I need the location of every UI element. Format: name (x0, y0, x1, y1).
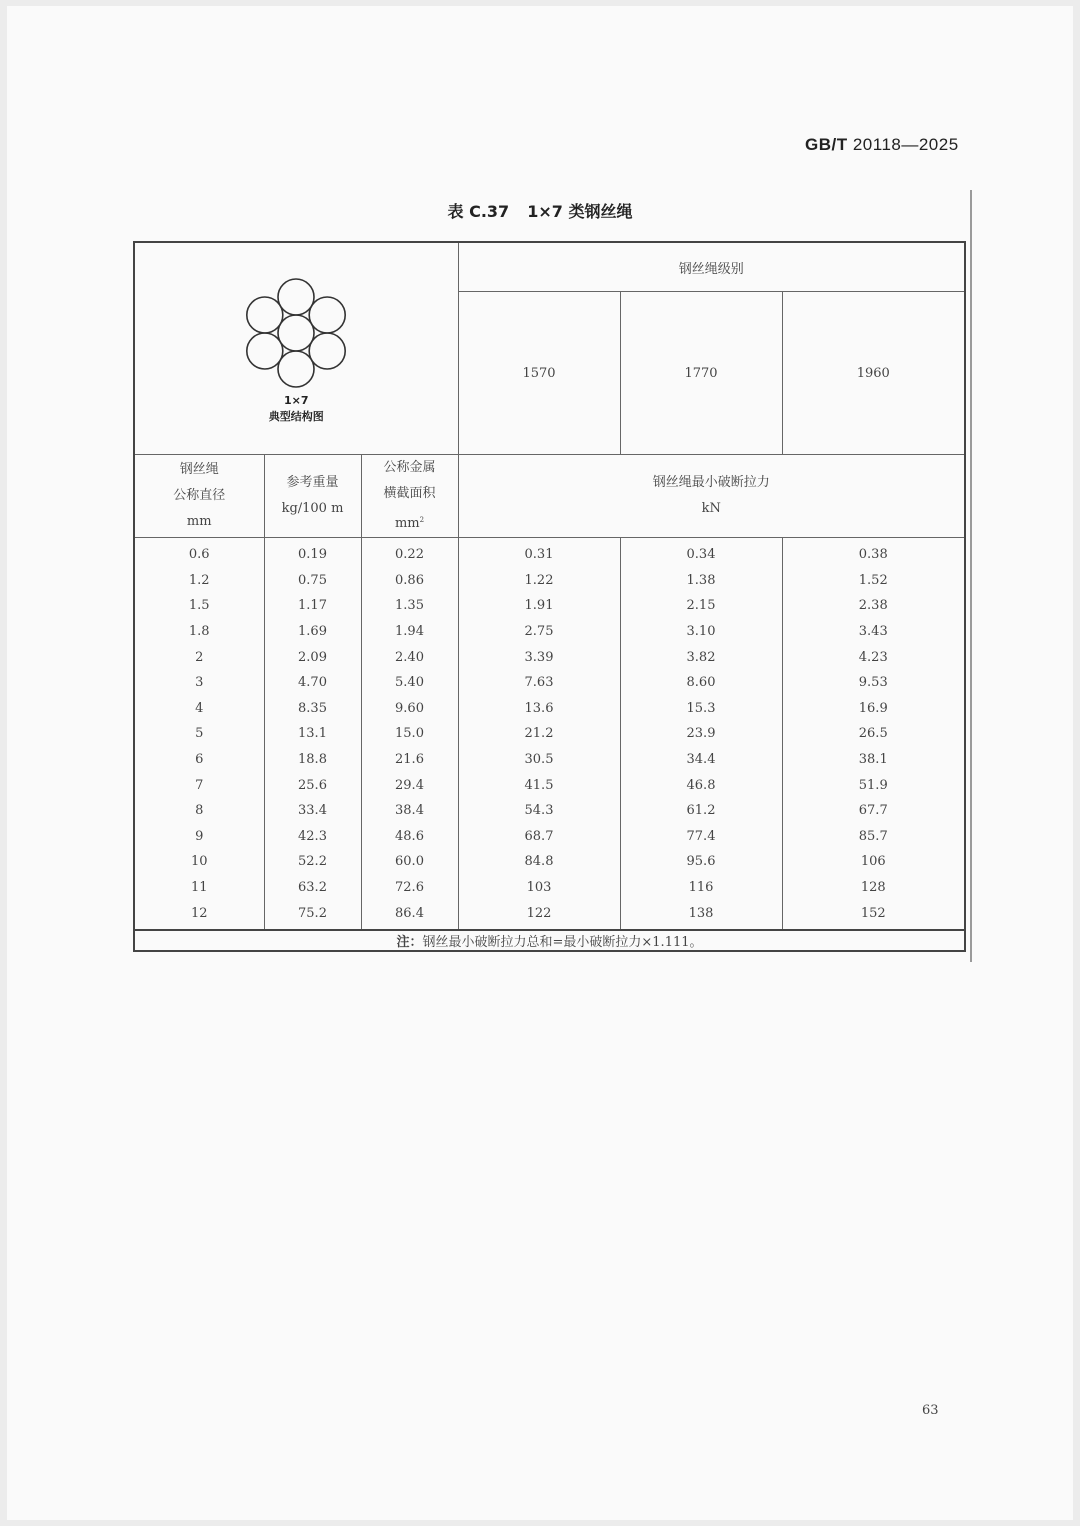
cell-diameter: 5 (195, 726, 204, 742)
cell-diameter: 11 (190, 880, 208, 896)
header-diameter-line2: 公称直径 (173, 488, 226, 503)
cell-area: 60.0 (361, 849, 458, 875)
cell-weight: 33.4 (264, 798, 361, 824)
header-diameter (134, 455, 264, 538)
structure-diagram-cell (134, 242, 458, 455)
table-row (134, 644, 965, 670)
table-caption-title: 1×7 类钢丝绳 (527, 202, 633, 221)
header-area-line1: 公称金属 (383, 460, 436, 475)
cell-area: 0.86 (361, 568, 458, 594)
cell-force-1960: 51.9 (782, 772, 965, 798)
cell-area: 21.6 (361, 747, 458, 773)
wire-rope-table (133, 241, 966, 952)
cell-force-1960: 0.38 (782, 538, 965, 568)
header-force-unit: kN (701, 501, 721, 516)
cell-force-1570: 7.63 (458, 670, 620, 696)
cell-force-1570: 3.39 (458, 644, 620, 670)
cell-weight: 75.2 (264, 900, 361, 930)
cell-area: 38.4 (361, 798, 458, 824)
cell-weight: 0.75 (264, 568, 361, 594)
table-row (134, 696, 965, 722)
cell-force-1570: 0.31 (458, 538, 620, 568)
cell-weight: 4.70 (264, 670, 361, 696)
cell-area: 86.4 (361, 900, 458, 930)
standard-code-number: 20118—2025 (852, 135, 959, 154)
cell-diameter: 6 (195, 752, 204, 768)
table-body (134, 538, 965, 930)
cell-weight: 42.3 (264, 824, 361, 850)
cell-force-1770: 3.82 (620, 644, 782, 670)
table-row (134, 568, 965, 594)
cell-diameter: 1.2 (188, 572, 210, 588)
table-row (134, 824, 965, 850)
cell-force-1770: 61.2 (620, 798, 782, 824)
cell-area: 0.22 (361, 538, 458, 568)
grade-header-1960: 1960 (782, 292, 965, 455)
cell-force-1770: 95.6 (620, 849, 782, 875)
cell-force-1570: 54.3 (458, 798, 620, 824)
cell-force-1960: 152 (782, 900, 965, 930)
diagram-label-structure: 1×7 (283, 393, 309, 407)
table-row (134, 747, 965, 773)
cell-diameter: 8 (195, 803, 204, 819)
table-row (134, 619, 965, 645)
cell-weight: 13.1 (264, 721, 361, 747)
header-diameter-line1: 钢丝绳 (179, 462, 219, 477)
header-area-unit-exponent: 2 (419, 516, 425, 524)
header-area-unit (362, 507, 458, 537)
cell-area: 1.35 (361, 593, 458, 619)
header-diameter-unit: mm (186, 514, 212, 529)
table-row (134, 593, 965, 619)
grade-header-1570: 1570 (458, 292, 620, 455)
cell-weight: 8.35 (264, 696, 361, 722)
cell-force-1570: 84.8 (458, 849, 620, 875)
cell-force-1960: 67.7 (782, 798, 965, 824)
cell-force-1570: 122 (458, 900, 620, 930)
cell-force-1770: 138 (620, 900, 782, 930)
cell-area: 15.0 (361, 721, 458, 747)
cell-weight: 1.17 (264, 593, 361, 619)
cell-weight: 25.6 (264, 772, 361, 798)
cell-force-1960: 16.9 (782, 696, 965, 722)
header-breaking-force (458, 455, 965, 538)
cell-force-1570: 41.5 (458, 772, 620, 798)
cell-force-1960: 9.53 (782, 670, 965, 696)
table-caption (0, 199, 1080, 222)
standard-code-prefix: GB/T (805, 135, 848, 154)
cell-weight: 2.09 (264, 644, 361, 670)
cell-force-1960: 26.5 (782, 721, 965, 747)
grade-group-header: 钢丝绳级别 (458, 242, 965, 292)
margin-rule (970, 190, 972, 962)
cell-area: 48.6 (361, 824, 458, 850)
cell-diameter: 4 (195, 700, 204, 716)
cell-diameter: 1.8 (188, 624, 210, 640)
table-note (134, 930, 965, 951)
table-row (134, 772, 965, 798)
cell-diameter: 10 (190, 854, 208, 870)
cell-force-1570: 13.6 (458, 696, 620, 722)
cell-force-1770: 3.10 (620, 619, 782, 645)
cell-force-1770: 23.9 (620, 721, 782, 747)
cell-force-1960: 38.1 (782, 747, 965, 773)
cell-diameter: 7 (195, 777, 204, 793)
cell-force-1570: 1.91 (458, 593, 620, 619)
header-area-line2: 横截面积 (383, 486, 436, 501)
cell-force-1770: 15.3 (620, 696, 782, 722)
table-note-label: 注： (396, 934, 423, 950)
header-weight-line1: 参考重量 (286, 475, 339, 490)
header-area (361, 455, 458, 538)
cell-weight: 0.19 (264, 538, 361, 568)
cell-area: 29.4 (361, 772, 458, 798)
cell-diameter: 1.5 (188, 598, 210, 614)
standard-code (805, 135, 959, 155)
table-row (134, 721, 965, 747)
cell-force-1570: 68.7 (458, 824, 620, 850)
cell-diameter: 0.6 (188, 547, 210, 563)
cell-area: 1.94 (361, 619, 458, 645)
cell-force-1570: 2.75 (458, 619, 620, 645)
cell-force-1570: 1.22 (458, 568, 620, 594)
cell-force-1570: 30.5 (458, 747, 620, 773)
cell-force-1960: 2.38 (782, 593, 965, 619)
cell-force-1960: 85.7 (782, 824, 965, 850)
table-note-text: 钢丝最小破断拉力总和=最小破断拉力×1.111。 (422, 934, 703, 950)
cell-force-1770: 1.38 (620, 568, 782, 594)
header-force-line1: 钢丝绳最小破断拉力 (652, 475, 770, 490)
diagram-label-caption: 典型结构图 (268, 409, 324, 423)
table-row (134, 900, 965, 930)
cell-diameter: 3 (195, 675, 204, 691)
header-weight (264, 455, 361, 538)
cell-force-1960: 1.52 (782, 568, 965, 594)
cell-force-1770: 34.4 (620, 747, 782, 773)
table-row (134, 875, 965, 901)
cell-diameter: 12 (190, 905, 208, 921)
cell-force-1960: 128 (782, 875, 965, 901)
grade-header-1770: 1770 (620, 292, 782, 455)
cell-diameter: 9 (195, 828, 204, 844)
cell-force-1960: 106 (782, 849, 965, 875)
cell-force-1770: 0.34 (620, 538, 782, 568)
cell-area: 2.40 (361, 644, 458, 670)
table-row (134, 849, 965, 875)
header-area-unit-base: mm (394, 516, 420, 531)
cell-force-1770: 2.15 (620, 593, 782, 619)
page-number: 63 (922, 1403, 939, 1418)
cell-diameter: 2 (195, 649, 204, 665)
cell-force-1960: 4.23 (782, 644, 965, 670)
cell-area: 5.40 (361, 670, 458, 696)
cell-area: 72.6 (361, 875, 458, 901)
cell-force-1770: 8.60 (620, 670, 782, 696)
cell-force-1570: 21.2 (458, 721, 620, 747)
cell-weight: 52.2 (264, 849, 361, 875)
cell-weight: 18.8 (264, 747, 361, 773)
strand-cross-section-icon (236, 273, 356, 393)
cell-force-1770: 116 (620, 875, 782, 901)
table-row (134, 670, 965, 696)
cell-force-1770: 46.8 (620, 772, 782, 798)
cell-weight: 1.69 (264, 619, 361, 645)
table-caption-label: 表 C.37 (447, 202, 510, 221)
header-weight-unit: kg/100 m (281, 501, 344, 516)
cell-area: 9.60 (361, 696, 458, 722)
cell-force-1570: 103 (458, 875, 620, 901)
cell-force-1960: 3.43 (782, 619, 965, 645)
table-row (134, 798, 965, 824)
cell-weight: 63.2 (264, 875, 361, 901)
table-row (134, 538, 965, 568)
cell-force-1770: 77.4 (620, 824, 782, 850)
